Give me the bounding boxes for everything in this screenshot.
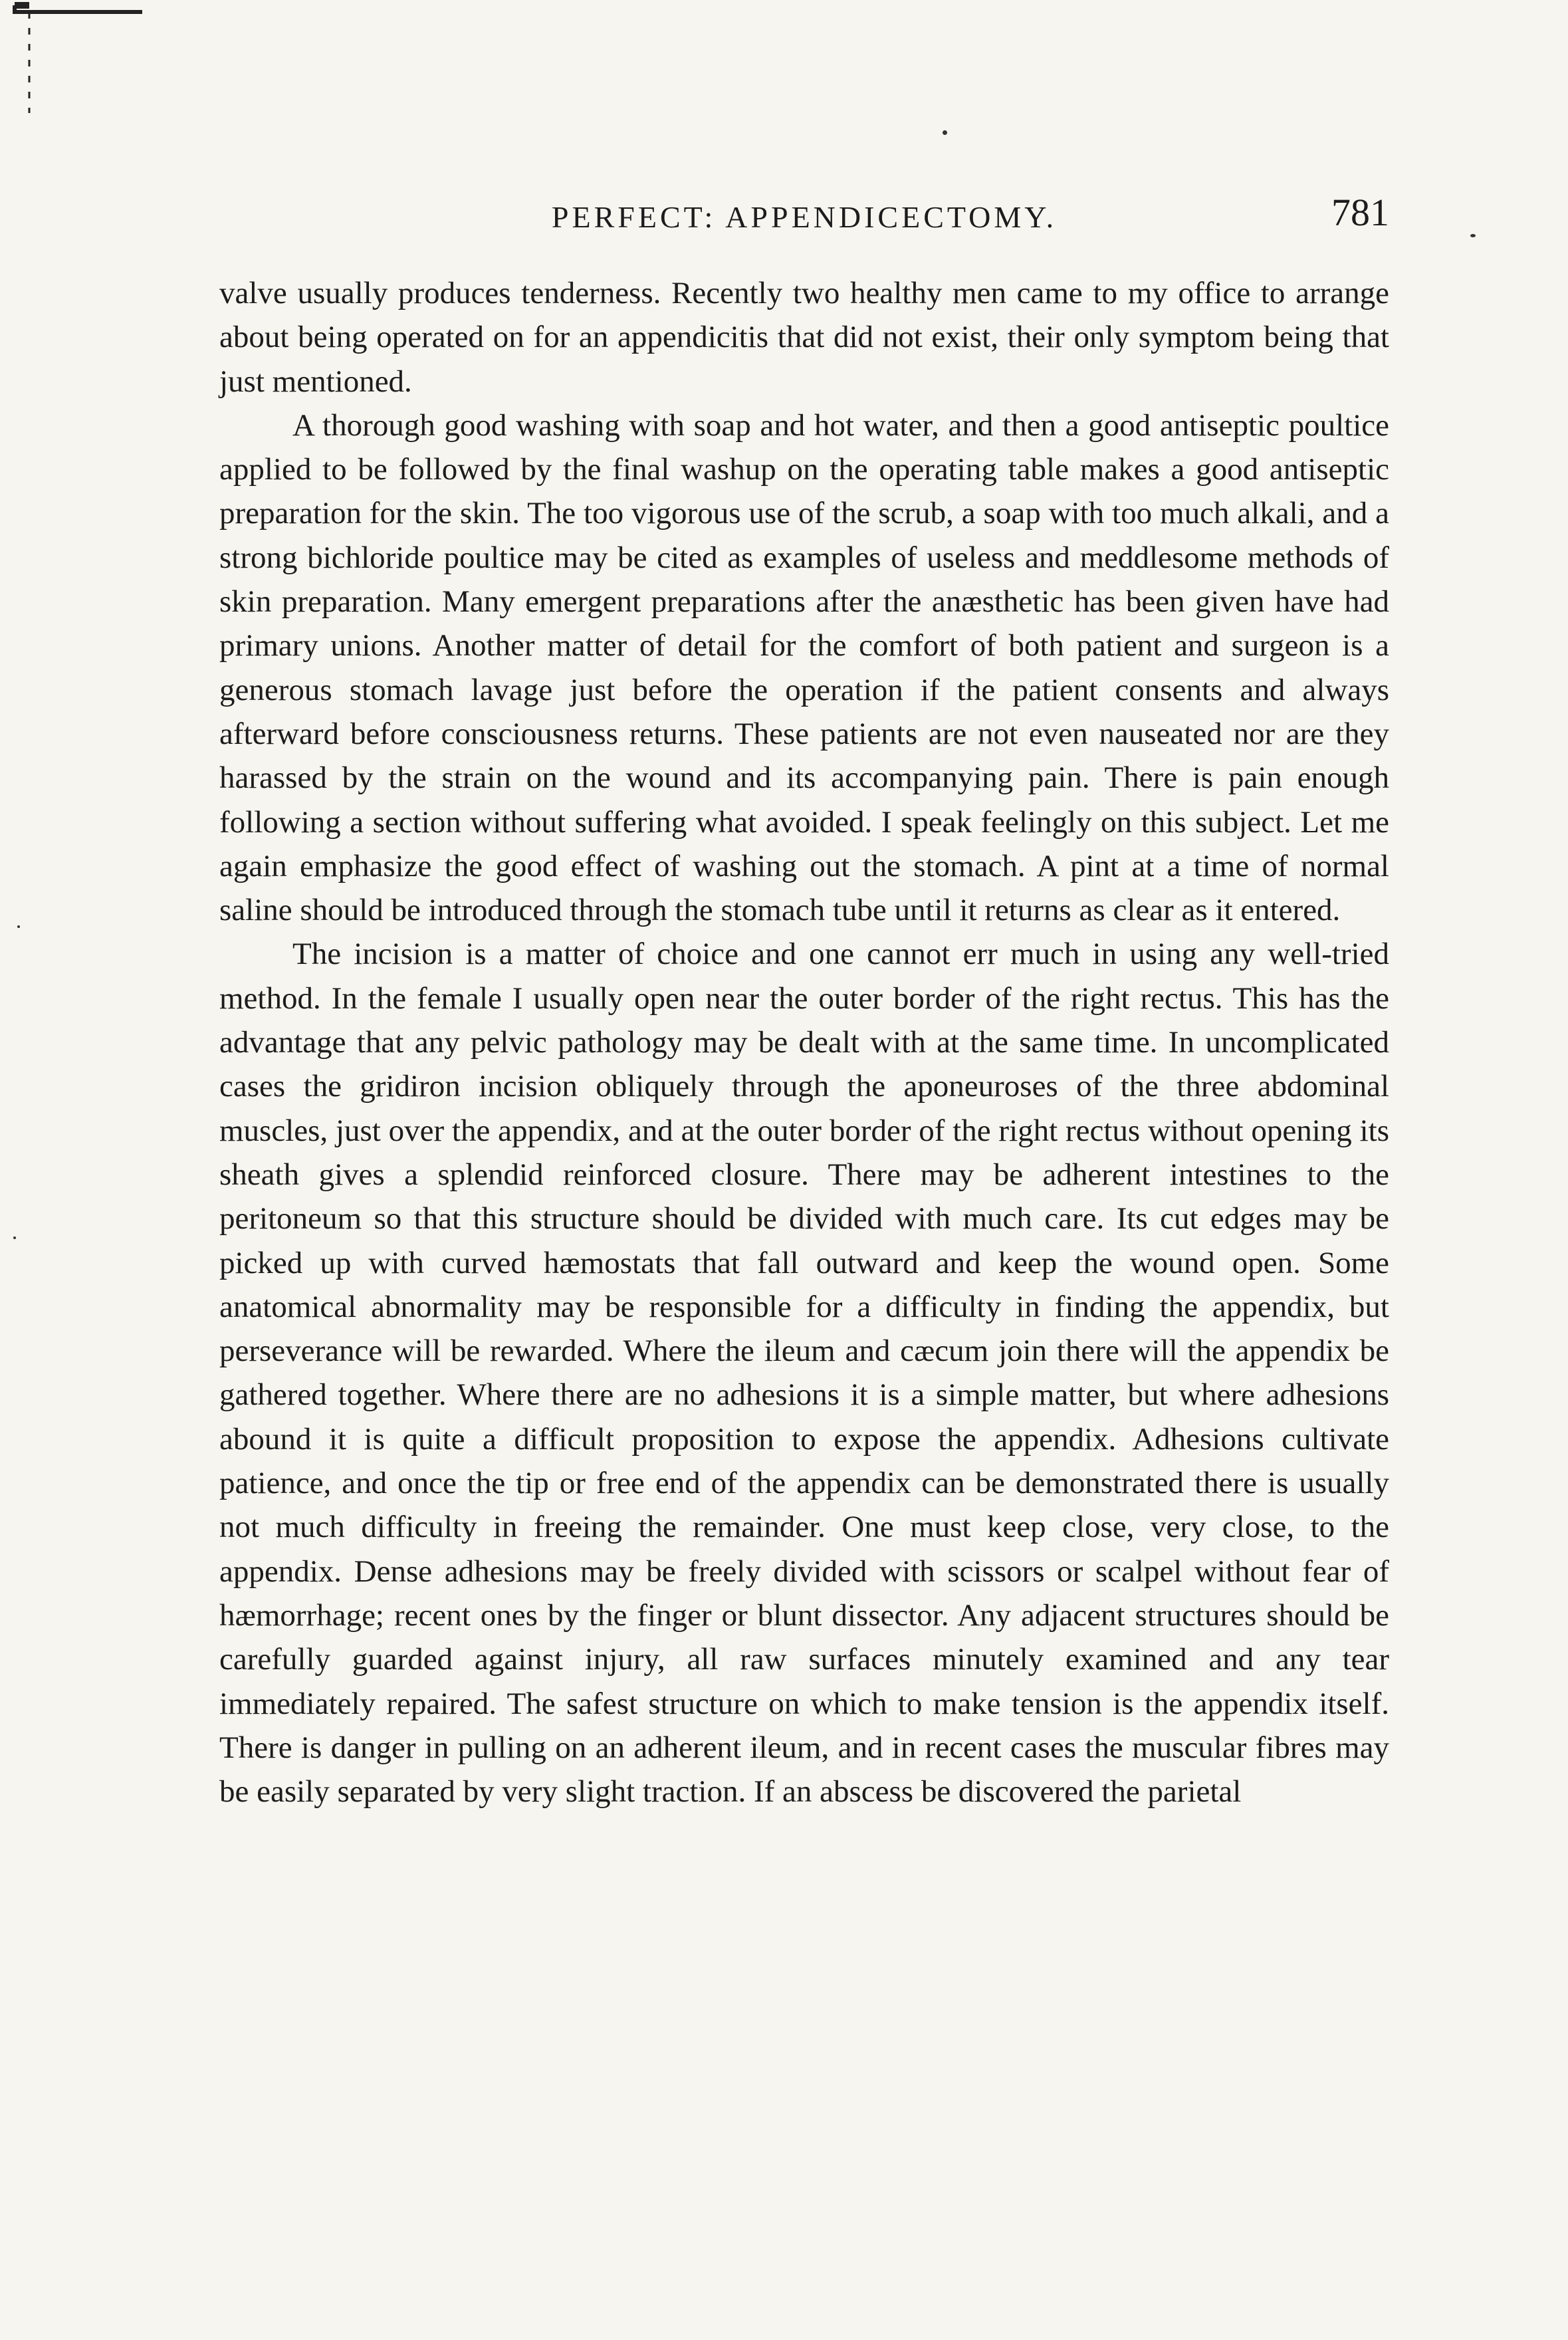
scan-speck bbox=[13, 1236, 16, 1239]
paragraph: A thorough good washing with soap and hot water, and then a good antiseptic poultice applied to be followed by the final washup on the operating table makes a good antiseptic preparation for the skin. The too vigorous use of the scrub, a soap with too much alkali, and a strong bichloride poultice may be cited as examples of useless and meddlesome methods of skin preparation. Many emergent preparations after the anæsthetic has been given have had primary unions. Another matter of detail for the comfort of both patient and surgeon is a generous stomach lavage just before the operation if the patient consents and always afterward before consciousness returns. These patients are not even nauseated nor are they harassed by the strain on the wound and its accompanying pain. There is pain enough following a section without suffering what avoided. I speak feelingly on this subject. Let me again emphasize the good effect of washing out the stomach. A pint at a time of normal saline should be introduced through the stomach tube until it returns as clear as it entered. bbox=[219, 408, 1389, 928]
scan-speck bbox=[1470, 234, 1476, 237]
scan-speck bbox=[17, 925, 20, 928]
scan-speck bbox=[943, 130, 947, 135]
page-number: 781 bbox=[1331, 191, 1389, 234]
page-header bbox=[219, 190, 1389, 243]
paragraph: The incision is a matter of choice and one cannot err much in using any well-tried method. In the female I usually open near the outer border of the right rectus. This has the advantage that any pelvic pathology may be dealt with at the same time. In uncomplicated cases the gridiron incision obliquely through the aponeuroses of the three abdominal muscles, just over the appendix, and at the outer border of the right rectus without opening its sheath gives a splendid reinforced closure. There may be adherent intestines to the peritoneum so that this structure should be divided with much care. Its cut edges may be picked up with curved hæmostats that fall outward and keep the wound open. Some anatomical abnormality may be responsible for a difficulty in finding the appendix, but perseverance will be rewarded. Where the ileum and cæcum join there will the appendix be gathered together. Where there are no adhesions it is a simple matter, but where adhesions abound it is quite a difficult proposition to expose the appendix. Adhesions cultivate patience, and once the tip or free end of the appendix can be demonstrated there is usually not much difficulty in freeing the remainder. One must keep close, very close, to the appendix. Dense adhesions may be freely divided with scissors or scalpel without fear of hæmorrhage; recent ones by the finger or blunt dissector. Any adjacent structures should be carefully guarded against injury, all raw surfaces minutely examined and any tear immediately repaired. The safest structure on which to make tension is the appendix itself. There is danger in pulling on an adherent ileum, and in recent cases the muscular fibres may be easily separated by very slight traction. If an abscess be discovered the parietal bbox=[219, 937, 1389, 1810]
paragraph: valve usually produces tenderness. Recently two healthy men came to my office to arrange about being operated on for an appendicitis that did not exist, their only symptom being that just mentioned. bbox=[219, 276, 1389, 399]
running-head: PERFECT: APPENDICECTOMY. bbox=[551, 200, 1058, 234]
body-text bbox=[219, 271, 1389, 1814]
corner-bracket-mark bbox=[9, 0, 162, 126]
